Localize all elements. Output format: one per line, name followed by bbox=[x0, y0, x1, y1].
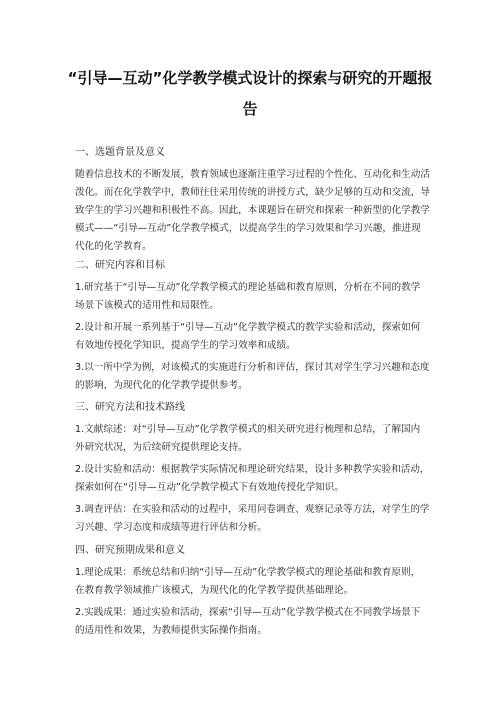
paragraph-line: 2.设计和开展一系列基于“引导—互动”化学教学模式的教学实验和活动，探索如何 bbox=[75, 322, 421, 333]
section-heading-content-goals: 二、研究内容和目标 bbox=[75, 260, 165, 271]
paragraph-line: 场景下该模式的适用性和局限性。 bbox=[75, 300, 219, 311]
paragraph-line: 外研究状况，为后续研究提供理论支持。 bbox=[75, 442, 248, 453]
paragraph-line: 代化的化学教育。 bbox=[75, 241, 152, 252]
paragraph-line: 探索如何在“引导—互动”化学教学模式下有效地传授化学知识。 bbox=[75, 482, 344, 493]
paragraph-line: 3.以一所中学为例，对该模式的实施进行分析和评估，探讨其对学生学习兴趣和态度 bbox=[75, 362, 430, 373]
paragraph-line: 2.设计实验和活动：根据教学实际情况和理论研究结果，设计多种教学实验和活动， bbox=[75, 464, 430, 475]
paragraph-line: 1.理论成果：系统总结和归纳“引导—互动”化学教学模式的理论基础和教育原则， bbox=[75, 567, 421, 578]
paragraph-line: 泼化。而在化学教学中，教师往往采用传统的讲授方式，缺少足够的互动和交流，导 bbox=[75, 187, 430, 198]
paragraph-line: 1.文献综述：对“引导—互动”化学教学模式的相关研究进行梳理和总结，了解国内 bbox=[75, 424, 421, 435]
paragraph-line: 2.实践成果：通过实验和活动，探索“引导—互动”化学教学模式在不同教学场景下 bbox=[75, 607, 421, 618]
paragraph-line: 随着信息技术的不断发展，教育领域也逐渐注重学习过程的个性化、互动化和生动活 bbox=[75, 169, 430, 180]
paragraph-line: 1.研究基于“引导—互动”化学教学模式的理论基础和教育原则，分析在不同的教学 bbox=[75, 282, 421, 293]
paragraph-line: 3.调查评估：在实验和活动的过程中，采用问卷调查、观察记录等方法，对学生的学 bbox=[75, 504, 430, 515]
document-title-line-1: “引导—互动”化学教学模式设计的探索与研究的开题报 bbox=[67, 69, 433, 87]
paragraph-line: 在教育教学领域推广该模式，为现代化的化学教学提供基础理论。 bbox=[75, 585, 354, 596]
section-heading-outcomes: 四、研究预期成果和意义 bbox=[75, 545, 185, 556]
section-heading-background: 一、选题背景及意义 bbox=[75, 147, 165, 158]
paragraph-line: 有效地传授化学知识，提高学生的学习效率和成绩。 bbox=[75, 340, 296, 351]
paragraph-line: 习兴趣、学习态度和成绩等进行评估和分析。 bbox=[75, 522, 267, 533]
paragraph-line: 模式——“引导—互动”化学教学模式，以提高学生的学习效果和学习兴趣，推进现 bbox=[75, 223, 421, 234]
paragraph-line: 的影响，为现代化的化学教学提供参考。 bbox=[75, 380, 248, 391]
paragraph-line: 的适用性和效果，为教师提供实际操作指南。 bbox=[75, 625, 267, 636]
document-title-line-2: 告 bbox=[242, 100, 258, 118]
paragraph-line: 致学生的学习兴趣和积极性不高。因此，本课题旨在研究和探索一种新型的化学教学 bbox=[75, 205, 430, 216]
section-heading-methods: 三、研究方法和技术路线 bbox=[75, 402, 185, 413]
